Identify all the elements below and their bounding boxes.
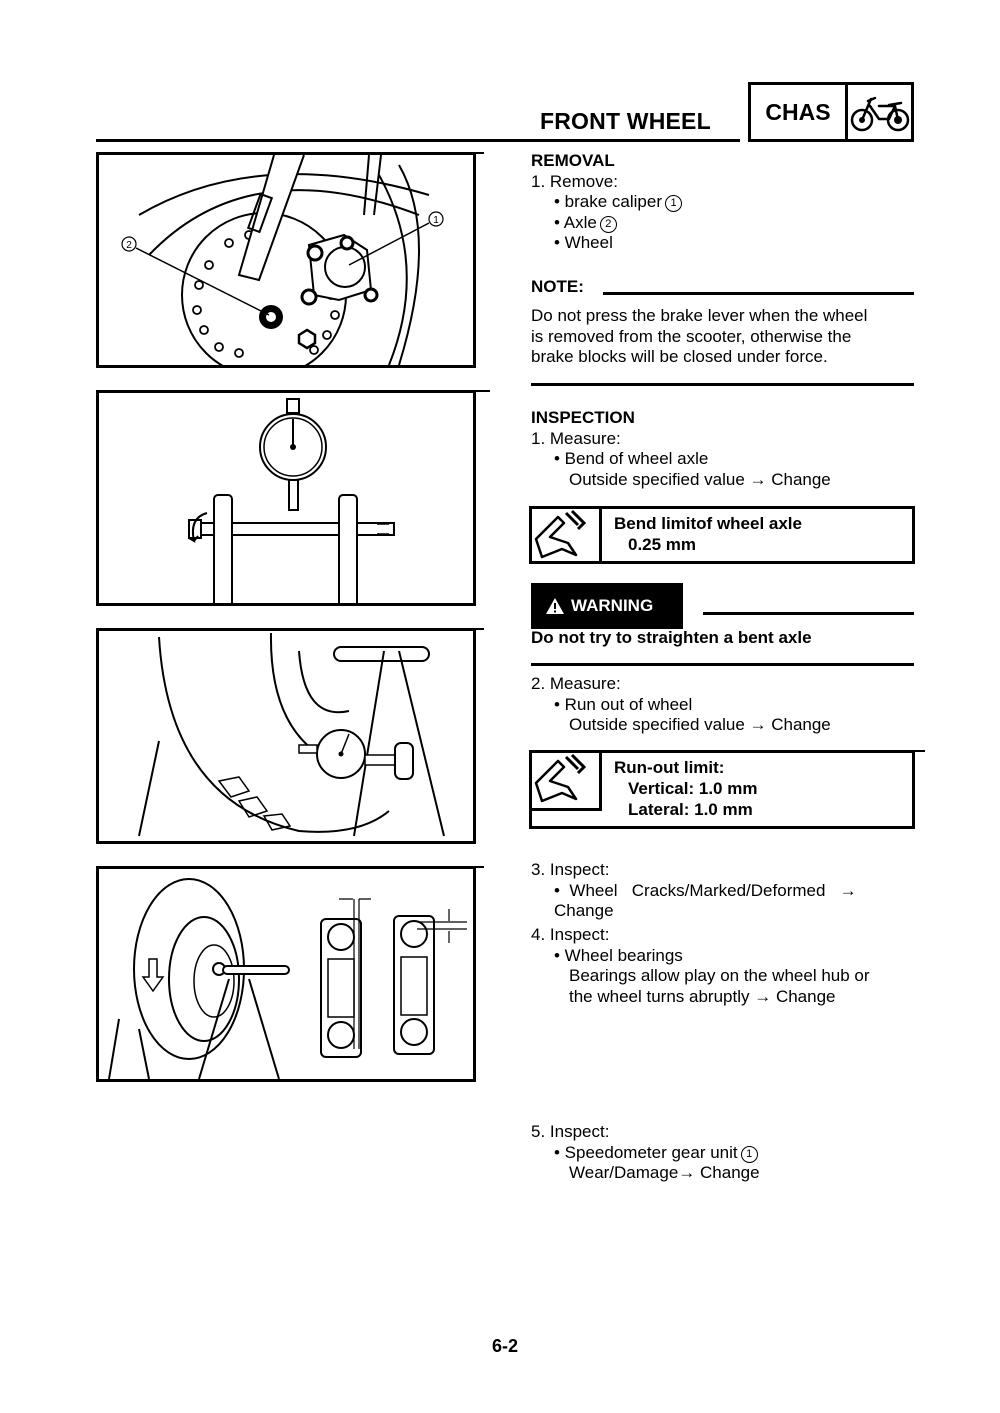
note-rule-bottom <box>531 383 914 386</box>
figure-rule <box>476 390 490 392</box>
removal-heading: REMOVAL <box>531 151 615 170</box>
removal-item-wheel: • Wheel <box>554 233 613 252</box>
svg-text:1: 1 <box>433 215 439 226</box>
caliper-gauge-icon <box>532 509 602 561</box>
spec-box-runout-limit <box>529 750 915 829</box>
page-title: FRONT WHEEL <box>540 108 711 134</box>
spec-title: Bend limitof wheel axle <box>614 514 802 533</box>
callout-1: 1 <box>741 1146 758 1163</box>
svg-text:2: 2 <box>126 240 132 251</box>
spec-lateral: Lateral: 1.0 mm <box>628 800 753 819</box>
warning-badge: WARNING <box>531 583 683 629</box>
motorcycle-icon <box>848 85 911 139</box>
warning-rule-bottom <box>531 663 914 666</box>
spec-value: 0.25 mm <box>628 535 697 554</box>
spec-box-bend-limit <box>529 506 915 564</box>
spec-rule <box>915 750 925 752</box>
brake-caliper-axle-figure <box>96 152 476 368</box>
inspection-step1: INSPECTION 1. Measure: • Bend of wheel axle Outside specified value → Change <box>531 408 921 490</box>
note-label: NOTE: <box>531 277 584 296</box>
section-code: CHAS <box>751 85 848 139</box>
note-rule-top <box>603 292 914 295</box>
figure-rule <box>476 152 484 154</box>
header-rule <box>96 139 740 142</box>
wheel-bearing-play-figure <box>96 866 476 1082</box>
wheel-runout-dial-gauge-figure <box>96 628 476 844</box>
figure-rule <box>476 866 484 868</box>
figure-rule <box>476 628 484 630</box>
warning-triangle-icon <box>545 597 565 615</box>
section-tab <box>748 82 914 142</box>
removal-item-axle: • Axle 2 <box>531 213 921 234</box>
page-number: 6-2 <box>491 1336 518 1356</box>
callout-2: 2 <box>600 216 617 233</box>
inspection-step4: 4. Inspect: • Wheel bearings Bearings allow play on the wheel hub or the wheel turns abruptly → Change <box>531 925 870 1006</box>
inspection-heading: INSPECTION <box>531 408 635 427</box>
axle-bend-dial-gauge-figure <box>96 390 476 606</box>
spec-vertical: Vertical: 1.0 mm <box>628 779 758 798</box>
warning-rule-top <box>703 612 914 615</box>
removal-item-caliper: • brake caliper 1 <box>531 192 921 213</box>
inspection-step3: 3. Inspect: • Wheel Cracks/Marked/Deformed → Change <box>531 860 857 920</box>
inspection-step2: 2. Measure: • Run out of wheel Outside specified value → Change <box>531 674 831 734</box>
warning-text: Do not try to straighten a bent axle <box>531 628 812 647</box>
removal-step: 1. Remove: <box>531 171 618 191</box>
spec-title: Run-out limit: <box>614 758 725 777</box>
note-text: Do not press the brake lever when the wheel is removed from the scooter, otherwise the brake blocks will be closed under force. <box>531 306 868 366</box>
inspection-step5: 5. Inspect: • Speedometer gear unit 1 Wear/Damage→ Change <box>531 1122 760 1182</box>
caliper-gauge-icon <box>532 753 602 811</box>
callout-1: 1 <box>665 195 682 212</box>
removal-section <box>531 151 921 254</box>
